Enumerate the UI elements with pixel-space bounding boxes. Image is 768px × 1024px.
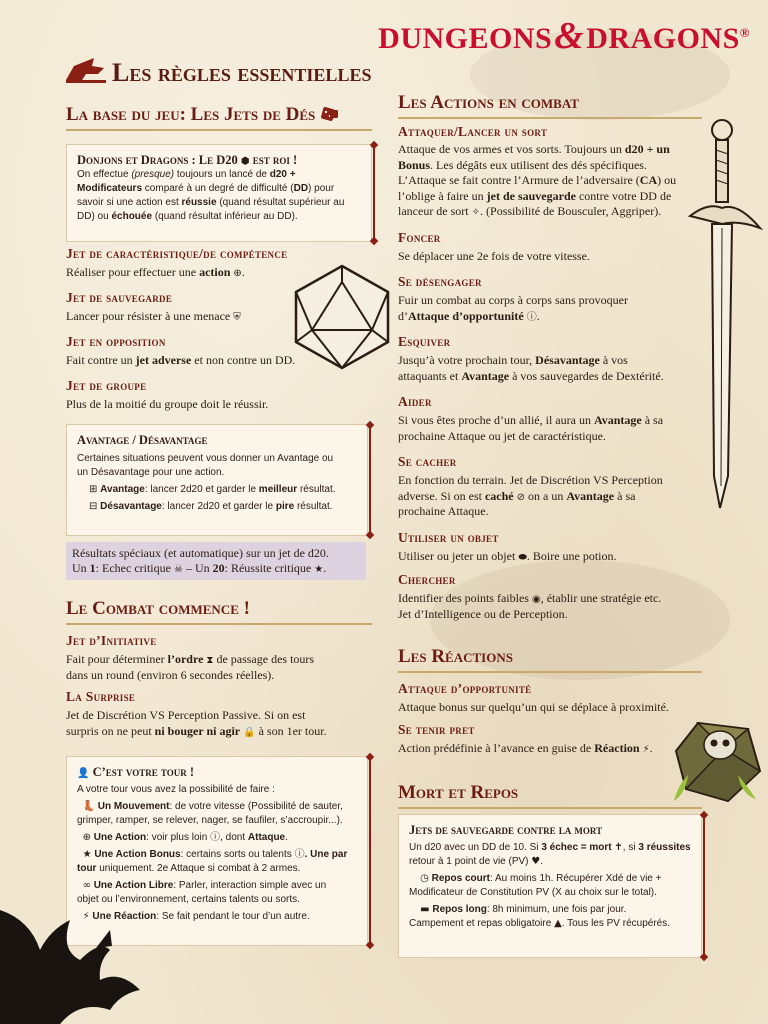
section-title: Les Réactions [398,646,702,673]
slimy-dice-illustration [668,715,764,805]
star-icon: ★ [314,564,324,575]
logo-word-dragons: DRAGONS [586,22,740,55]
action-chercher: Chercher Identifier des points faibles ◉, établir une stratégie etc. Jet d’Intelligence ou de Perception. [398,572,662,621]
tent-icon: ▲ [554,918,562,929]
potion-icon: ⬬ [518,552,527,563]
infinity-icon: ∞ [82,880,91,891]
info-circle-icon: ⓘ [210,832,221,843]
bolt-icon: ⚡ [82,911,90,922]
avantage-box: Avantage / Désavantage Certaines situations peuvent vous donner un Avantage ou un Désavantage pour une action. ⊞ Avantage: lancer 2d20 et garder le meilleur résultat. ⊟ Désavantage: lancer 2d20 et garder le pire résultat. [66,424,368,536]
action-cacher: Se cacher En fonction du terrain. Jet de Discrétion VS Perception adverse. Si on est caché ⊘ on a un Avantage à sa prochaine Attaque. [398,454,663,518]
eye-icon: ◉ [531,594,541,605]
dragon-silhouette-illustration [0,890,180,1024]
action-desengager: Se désengager Fuir un combat au corps à corps sans provoquer d’Attaque d’opportunité ⓘ. [398,274,628,323]
votre-tour-box: 👤 C’est votre tour ! A votre tour vous avez la possibilité de faire : 👢 Un Mouvement: de votre vitesse (Possibilité de sauter, grimper, ramper, se relever, nager, se faufiler, s’accroupir...). ⊕ Une Action: voir plus loin ⓘ, dont Attaque. ★ Une Action Bonus: certains sorts ou talents ⓘ. Une par tour uniquement. 2e Attaque si combat à 2 armes. ∞ Une Action Libre: Parler, interaction simple avec un objet ou l’environnement, certains talents ou sorts. ⚡ Une Réaction: Se fait pendant le tour d’un autre. [66,756,368,946]
bed-icon: ▬ [420,904,430,915]
action-aider: Aider Si vous êtes proche d’un allié, il aura un Avantage à sa prochaine Attaque ou jet de caractéristique. [398,394,664,443]
jet-opposition: Jet en opposition Fait contre un jet adverse et non contre un DD. [66,334,296,367]
target-icon: ⊕ [233,268,242,279]
section-title: Mort et Repos [398,782,702,809]
section-mort-repos [398,782,702,809]
d20-rule-box [66,144,372,242]
plus-square-icon: ⊞ [89,484,98,495]
info-circle-icon: ⓘ [294,849,305,860]
logo-ampersand: & [554,15,585,57]
eye-slash-icon: ⊘ [516,491,526,503]
skull-icon: ☠ [173,564,183,575]
clock-icon: ◷ [420,873,429,884]
heart-icon: ♥ [531,856,541,867]
dnd-logo [378,14,750,58]
section-actions [398,92,702,119]
action-utiliser: Utiliser un objet Utiliser ou jeter un objet ⬬. Boire une potion. [398,530,617,563]
dice-icon [320,106,340,122]
d20-icon: ⬢ [240,156,250,167]
cross-icon: ✝ [614,842,623,853]
minus-square-icon: ⊟ [89,501,98,512]
box-text: On effectue (presque) toujours un lancé de d20 + Modificateurs comparé à un degré de difficulté (DD) pour savoir si une action est réussie (quand résultat supérieur au DD) ou échouée (quand résultat inférieur au DD). [77,169,345,222]
section-reactions: Les Réactions Attaque d’opportunité Attaque bonus sur quelqu’un qui se déplace à proximité. Se tenir pret Action prédéfinie à l’avance en guise de Réaction ⚡. [398,646,702,756]
section-combat: Le Combat commence ! Jet d’Initiative Fait pour déterminer l’ordre ⧗ de passage des tours dans un round (environ 6 secondes réelles). La Surprise Jet de Discrétion VS Perception Passive. Si on est surpris on ne peut ni bouger ni agir 🔒 à son 1er tour. [66,598,372,739]
star-icon: ★ [82,849,92,860]
section-title: La base du jeu: Les Jets de Dés [66,104,372,131]
box-title: Avantage / Désavantage [77,433,208,447]
logo-registered: ® [739,25,750,40]
shield-icon: ⛨ [233,312,241,323]
action-esquiver: Esquiver Jusqu’à votre prochain tour, Désavantage à vos attaquants et Avantage à vos sauvegardes de Dextérité. [398,334,664,383]
box-title: Jets de sauvegarde contre la mort [409,823,603,837]
boot-icon: 👢 [82,801,96,812]
page-title: Les règles essentielles [112,58,372,87]
target-icon: ⊕ [82,832,91,843]
lock-icon: 🔒 [243,726,256,738]
jet-sauvegarde: Jet de sauvegarde Lancer pour résister à une menace ⛨ [66,290,241,323]
hourglass-icon: ⧗ [206,655,214,666]
jet-groupe: Jet de groupe Plus de la moitié du groupe doit le réussir. [66,378,269,411]
special-results-box: Résultats spéciaux (et automatique) sur un jet de d20. Un 1: Echec critique ☠ – Un 20: Réussite critique ★. [66,542,366,580]
bolt-icon: ⚡ [642,743,650,755]
info-circle-icon: ⓘ [526,311,537,323]
jet-caracteristique: Jet de caractéristique/de compétence Réaliser pour effectuer une action ⊕. [66,246,288,279]
d20-die-illustration [290,262,394,372]
action-attaquer: Attaquer/Lancer un sort Attaque de vos armes et vos sorts. Toujours un d20 + un Bonus. Les dégâts eux utilisent des dés spécifiques. L’Attaque se fait contre l’Armure de l’adversaire (CA) ou l’oblige à faire un jet de sauvegarde contre votre DD de lanceur de sort ✧. (Possibilité de Bousculer, Aggriper). [398,124,677,218]
action-foncer: Foncer Se déplacer une 2e fois de votre vitesse. [398,230,590,263]
logo-word-dungeons: DUNGEONS [378,22,553,55]
box-title: Donjons et Dragons : Le D20 ⬢ est roi ! [77,153,298,167]
dragon-head-icon [64,56,108,84]
mort-box: Jets de sauvegarde contre la mort Un d20 avec un DD de 10. Si 3 échec = mort ✝, si 3 réussites retour à 1 point de vie (PV) ♥. ◷ Repos court: Au moins 1h. Récupérer Xdé de vie + Modificateur de Constitution PV (X au choix sur le total). ▬ Repos long: 8h minimum, une fois par jour. Campement et repas obligatoire ▲. Tous les PV récupérés. [398,814,702,958]
section-title: Le Combat commence ! [66,598,372,625]
person-icon: 👤 [77,768,90,779]
section-title: Les Actions en combat [398,92,702,119]
section-dice-basics [66,104,372,131]
spell-icon: ✧ [471,207,481,218]
